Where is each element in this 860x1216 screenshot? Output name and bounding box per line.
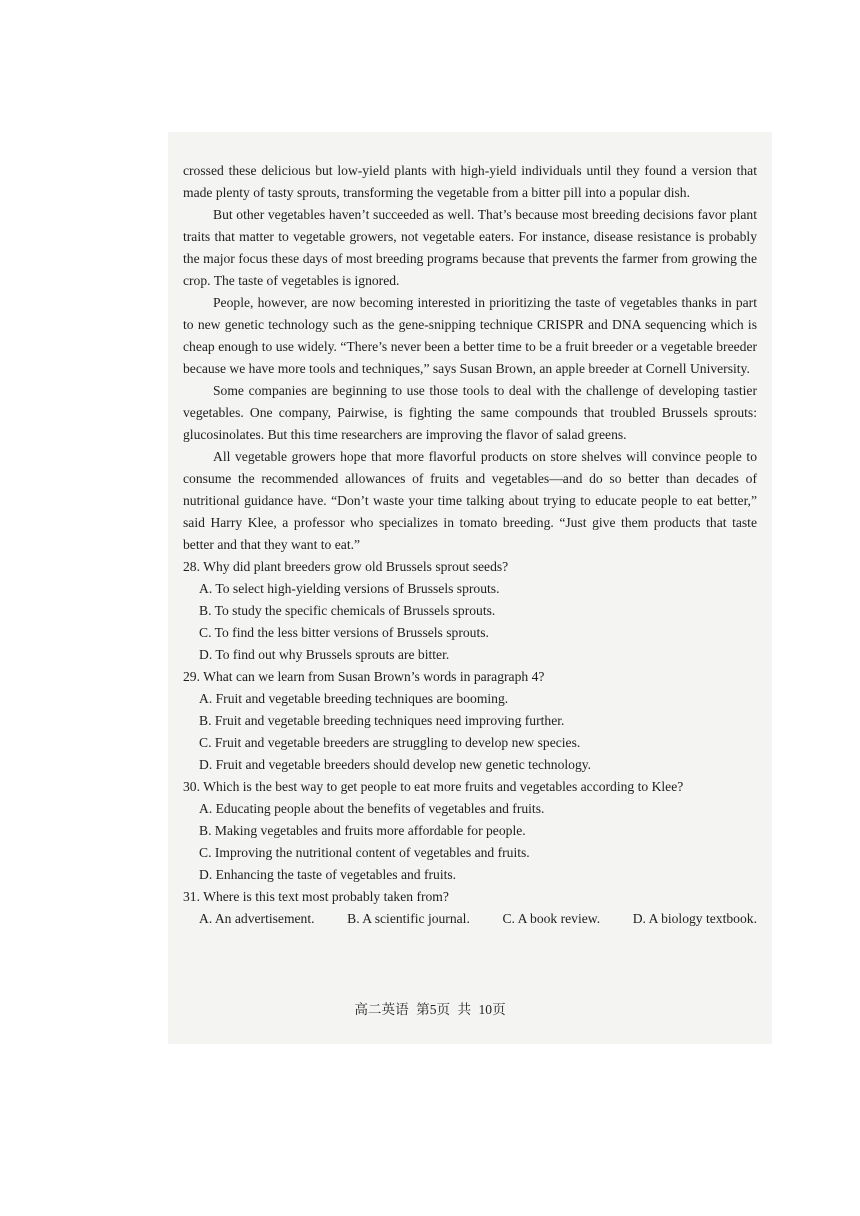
passage-paragraph-3: People, however, are now becoming interested in prioritizing the taste of vegetables thanks in part to new genetic technology such as the gene-snipping technique CRISPR and DNA sequencing which is cheap enough to use widely. “There’s never been a better time to be a fruit breeder or a vegetable breeder because we have more tools and techniques,” says Susan Brown, an apple breeder at Cornell University. <box>183 295 757 376</box>
option-a: A. To select high-yielding versions of Brussels sprouts. <box>199 581 500 596</box>
option-b: B. Making vegetables and fruits more affordable for people. <box>199 823 526 838</box>
option-a: A. Fruit and vegetable breeding techniques are booming. <box>199 691 509 706</box>
option-b: B. To study the specific chemicals of Brussels sprouts. <box>199 603 496 618</box>
option-c: C. Fruit and vegetable breeders are struggling to develop new species. <box>199 735 581 750</box>
question-28 <box>183 556 757 666</box>
option-d: D. Enhancing the taste of vegetables and fruits. <box>199 867 457 882</box>
option-b: B. Fruit and vegetable breeding techniques need improving further. <box>199 713 565 728</box>
document-body <box>183 160 757 930</box>
option-c: C. Improving the nutritional content of vegetables and fruits. <box>199 845 530 860</box>
question-stem: 31. Where is this text most probably taken from? <box>183 889 449 904</box>
options-row <box>183 908 757 930</box>
option-d: D. A biology textbook. <box>632 911 757 926</box>
question-31 <box>183 886 757 930</box>
option-b: B. A scientific journal. <box>347 911 470 926</box>
passage-paragraph-4: Some companies are beginning to use those tools to deal with the challenge of developing tastier vegetables. One company, Pairwise, is fighting the same compounds that troubled Brussels sprouts: glucosinolates. But this time researchers are improving the flavor of salad greens. <box>183 383 757 442</box>
option-a: A. Educating people about the benefits of vegetables and fruits. <box>199 801 545 816</box>
question-stem: 29. What can we learn from Susan Brown’s words in paragraph 4? <box>183 669 545 684</box>
passage-paragraph-1: crossed these delicious but low-yield plants with high-yield individuals until they found a version that made plenty of tasty sprouts, transforming the vegetable from a bitter pill into a popular dish. <box>183 163 757 200</box>
question-stem: 30. Which is the best way to get people to eat more fruits and vegetables according to Klee? <box>183 779 684 794</box>
question-29 <box>183 666 757 776</box>
option-c: C. To find the less bitter versions of Brussels sprouts. <box>199 625 489 640</box>
passage-paragraph-2: But other vegetables haven’t succeeded as well. That’s because most breeding decisions favor plant traits that matter to vegetable growers, not vegetable eaters. For instance, disease resistance is probably the major focus these days of most breeding programs because that prevents the farmer from growing the crop. The taste of vegetables is ignored. <box>183 207 757 288</box>
question-30 <box>183 776 757 886</box>
page-footer: 高二英语 第5页 共 10页 <box>354 1002 506 1017</box>
question-stem: 28. Why did plant breeders grow old Brussels sprout seeds? <box>183 559 509 574</box>
option-a: A. An advertisement. <box>199 911 315 926</box>
passage-paragraph-5: All vegetable growers hope that more flavorful products on store shelves will convince people to consume the recommended allowances of fruits and vegetables—and do so better than decades of nutritional guidance have. “Don’t waste your time talking about trying to educate people to eat better,” said Harry Klee, a professor who specializes in tomato breeding. “Just give them products that taste better and that they want to eat.” <box>183 449 757 552</box>
reading-passage <box>183 160 757 556</box>
option-c: C. A book review. <box>502 911 601 926</box>
option-d: D. Fruit and vegetable breeders should develop new genetic technology. <box>199 757 592 772</box>
option-d: D. To find out why Brussels sprouts are bitter. <box>199 647 450 662</box>
